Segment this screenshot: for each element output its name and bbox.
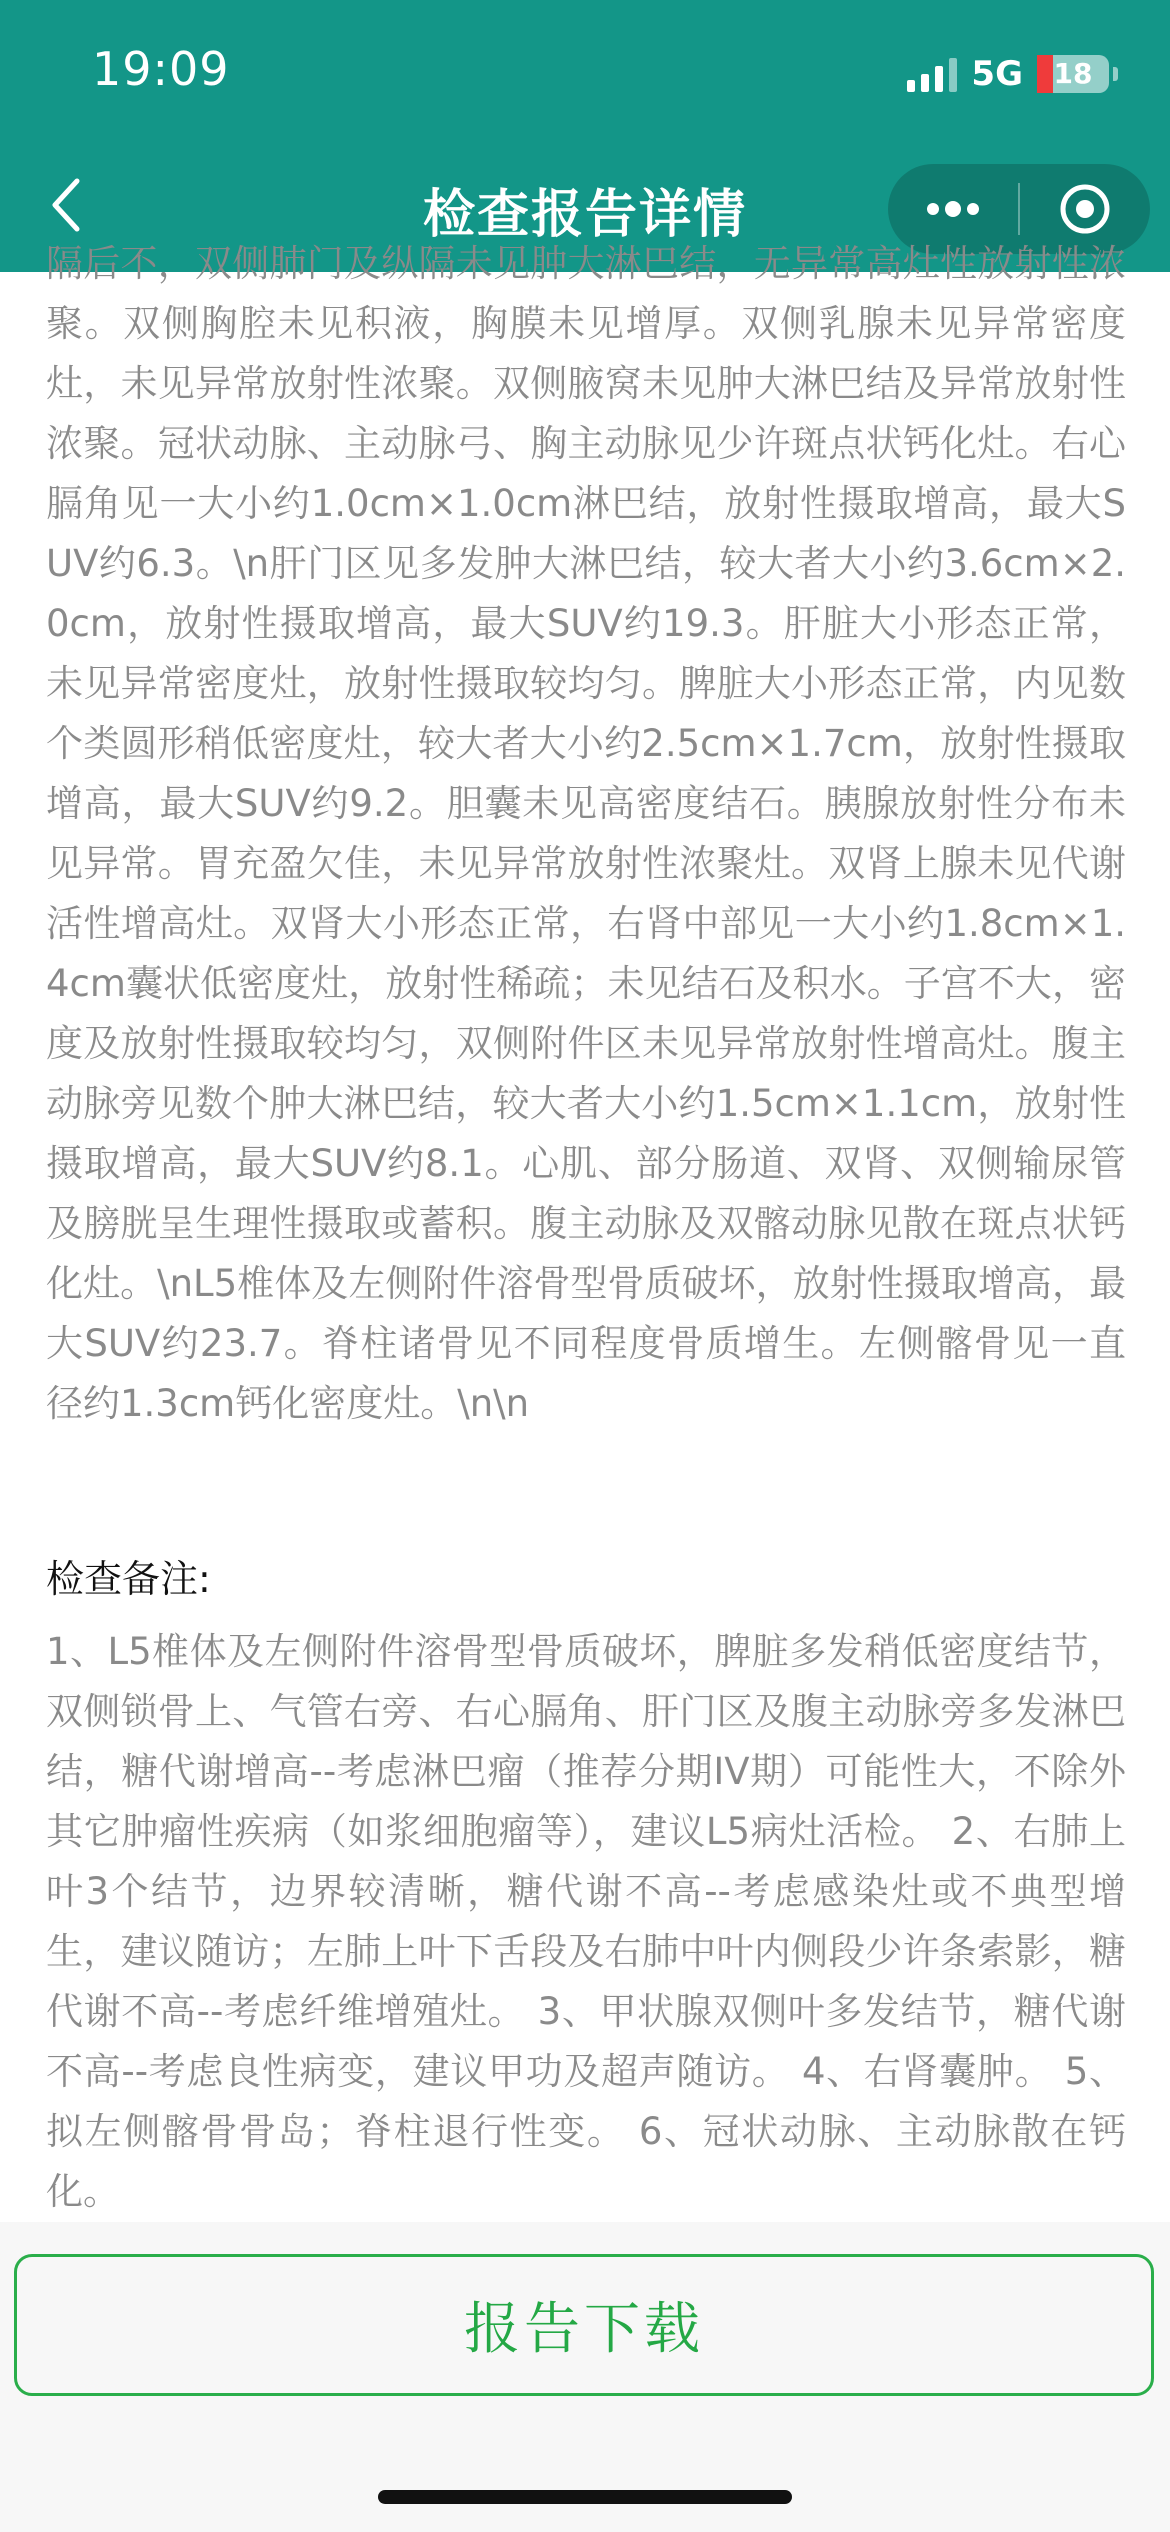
home-indicator [378,2490,792,2504]
header-bar [0,0,1170,272]
notes-title: 检查备注: [46,1557,211,1601]
findings-text: 隔后不，双侧肺门及纵隔未见肿大淋巴结，无异常高灶性放射性浓聚。双侧胸腔未见积液，胸膜未见增厚。双侧乳腺未见异常密度灶，未见异常放射性浓聚。双侧腋窝未见肿大淋巴结及异常放射性浓聚。冠状动脉、主动脉弓、胸主动脉见少许斑点状钙化灶。右心膈角见一大小约1.0cm×1.0cm淋巴结，放射性摄取增高，最大SUV约6.3。\n肝门区见多发肿大淋巴结，较大者大小约3.6cm×2.0cm，放射性摄取增高，最大SUV约19.3。肝脏大小形态正常，未见异常密度灶，放射性摄取较均匀。脾脏大小形态正常，内见数个类圆形稍低密度灶，较大者大小约2.5cm×1.7cm，放射性摄取增高，最大SUV约9.2。胆囊未见高密度结石。胰腺放射性分布未见异常。胃充盈欠佳，未见异常放射性浓聚灶。双肾上腺未见代谢活性增高灶。双肾大小形态正常，右肾中部见一大小约1.8cm×1.4cm囊状低密度灶，放射性稀疏；未见结石及积水。子宫不大，密度及放射性摄取较均匀，双侧附件区未见异常放射性增高灶。腹主动脉旁见数个肿大淋巴结，较大者大小约1.5cm×1.1cm，放射性摄取增高，最大SUV约8.1。心肌、部分肠道、双肾、双侧输尿管及膀胱呈生理性摄取或蓄积。腹主动脉及双髂动脉见散在斑点状钙化灶。\nL5椎体及左侧附件溶骨型骨质破坏，放射性摄取增高，最大SUV约23.7。脊柱诸骨见不同程度骨质增生。左侧髂骨见一直径约1.3cm钙化密度灶。\n\n [46,242,1126,1425]
battery-nub [1113,67,1118,81]
notes-text: 1、L5椎体及左侧附件溶骨型骨质破坏，脾脏多发稍低密度结节，双侧锁骨上、气管右旁、右心膈角、肝门区及腹主动脉旁多发淋巴结，糖代谢增高--考虑淋巴瘤（推荐分期IV期）可能性大，不除外其它肿瘤性疾病（如浆细胞瘤等），建议L5病灶活检。 2、右肺上叶3个结节，边界较清晰，糖代谢不高--考虑感染灶或不典型增生，建议随访；左肺上叶下舌段及右肺中叶内侧段少许条索影，糖代谢不高--考虑纤维增殖灶。 3、甲状腺双侧叶多发结节，糖代谢不高--考虑良性病变，建议甲功及超声随访。 4、右肾囊肿。 5、拟左侧髂骨骨岛；脊柱退行性变。 6、冠状动脉、主动脉散在钙化。 [46,1630,1126,2213]
network-type: 5G [971,54,1023,94]
status-time: 19:09 [92,42,230,96]
target-circle-icon [1058,182,1112,236]
status-indicators [907,46,1118,102]
download-report-button[interactable]: 报告下载 [14,2254,1154,2396]
battery-icon [1037,55,1109,93]
findings-section [46,242,1126,1486]
battery-level: 18 [1053,57,1093,90]
page-title: 检查报告详情 [422,185,747,245]
more-dots-icon [923,199,983,219]
signal-icon [907,56,957,92]
